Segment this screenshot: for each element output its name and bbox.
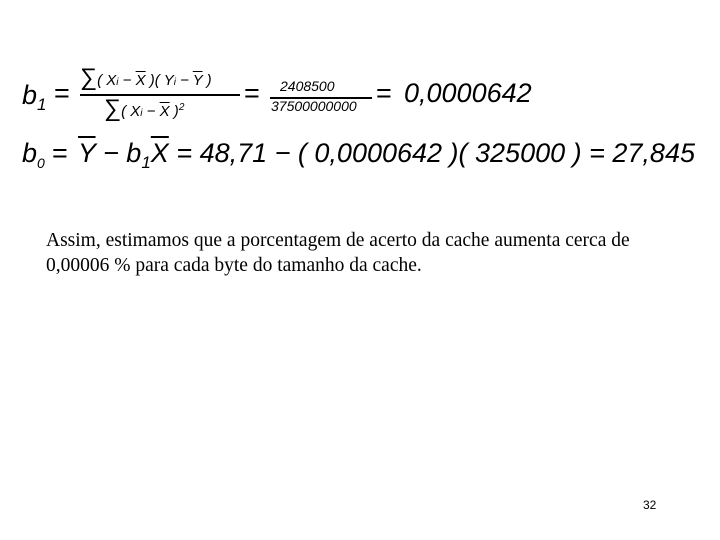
b1-equation <box>22 64 532 134</box>
formula-denominator: ∑( $Xi - \overline{X}$ )$^2$ <box>104 95 185 122</box>
equals-sign: = <box>376 78 392 108</box>
equals-sign: = <box>244 78 260 108</box>
b0-expression: $\overline{Y} - b_1\overline{X} = 48,71$ − ( 0,0000642 )( 325000 ) = 27,845 <box>78 138 695 172</box>
numerator-value: 2408500 <box>280 78 335 94</box>
formula-numerator: ∑( $Xi - \overline{X}$ )( $Yi - \overline{Y}$ ) <box>80 64 212 91</box>
b1-result: 0,0000642 <box>404 78 532 108</box>
b0-label: $b_0$ <box>22 138 45 171</box>
conclusion-paragraph: Assim, estimamos que a porcentagem de acerto da cache aumenta cerca de 0,00006 % para cada byte do tamanho da cache. <box>46 230 630 276</box>
equals-sign: = <box>52 138 68 168</box>
equals-sign: = <box>54 78 70 108</box>
b1-label: $b_1$ <box>22 80 47 114</box>
b0-equation <box>22 136 695 176</box>
denominator-value: 37500000000 <box>271 98 357 114</box>
page-number: 32 <box>643 498 657 512</box>
